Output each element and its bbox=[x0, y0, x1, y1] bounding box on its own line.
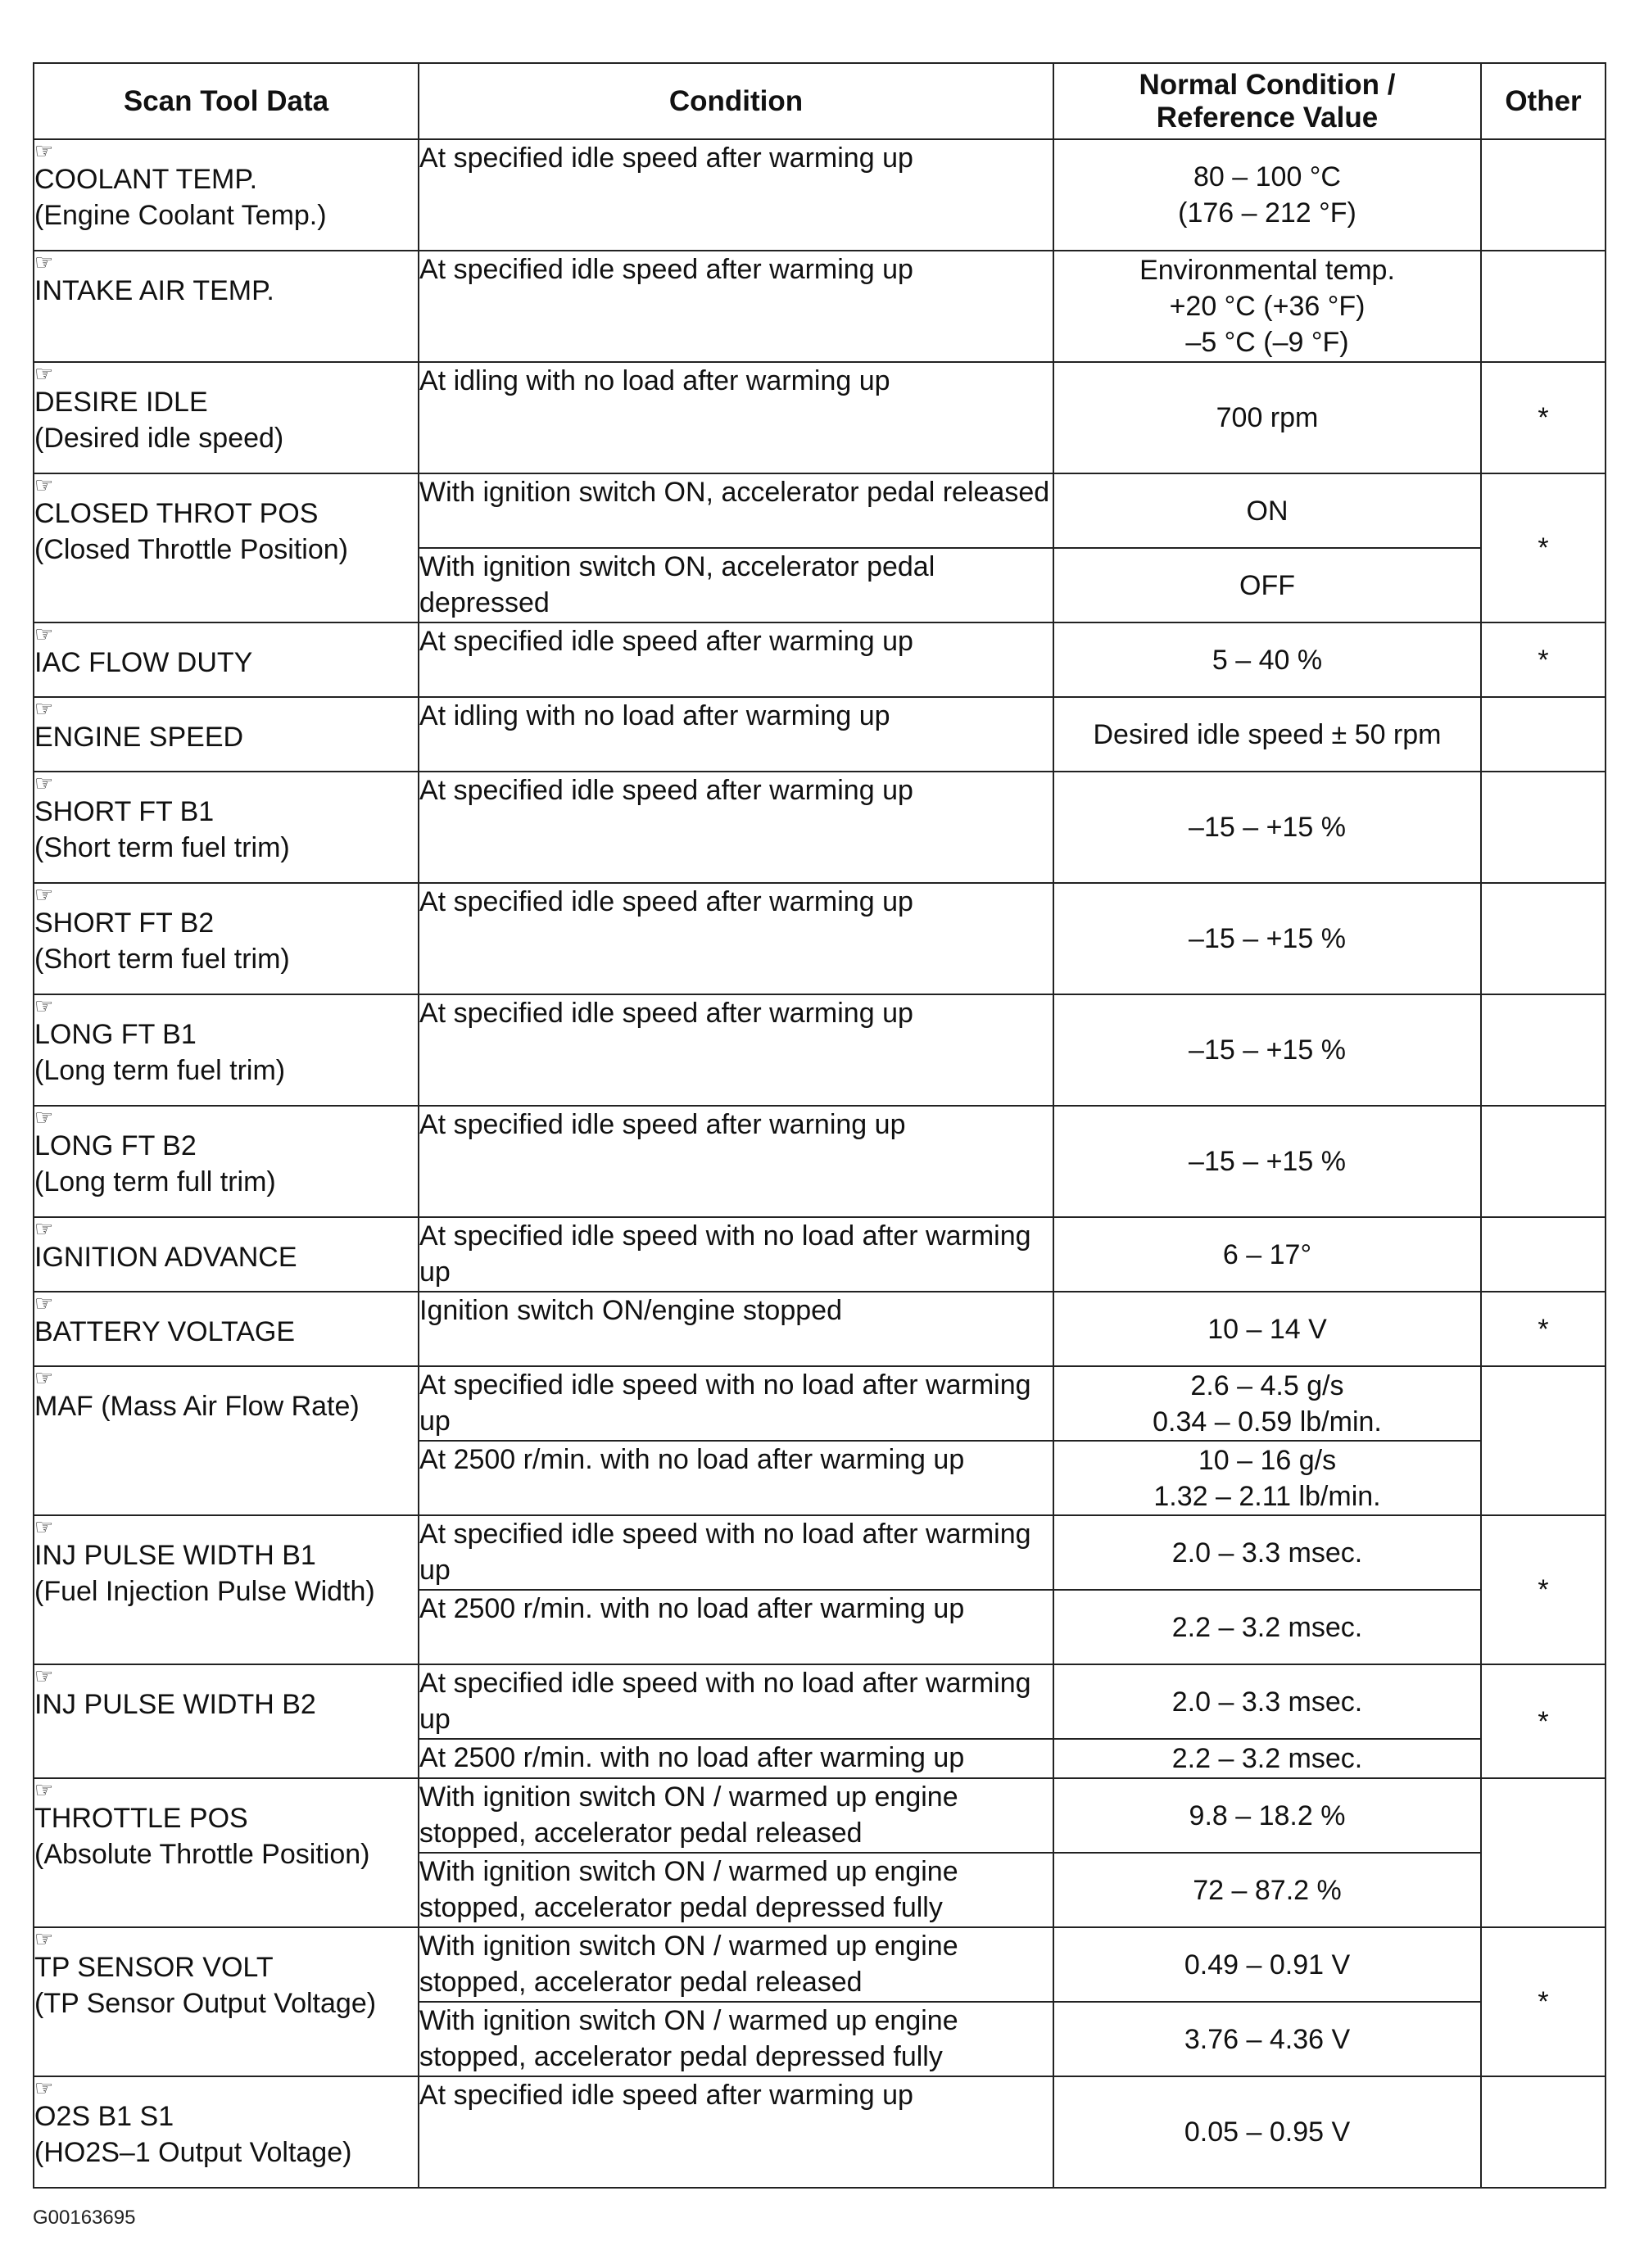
table-row bbox=[34, 1217, 1606, 1292]
other-cell: * bbox=[1481, 473, 1606, 622]
parameter-name: DESIRE IDLE bbox=[34, 387, 208, 418]
other-cell bbox=[1481, 994, 1606, 1106]
condition-cell: At specified idle speed after warming up bbox=[419, 883, 1053, 994]
condition-cell: At specified idle speed after warming up bbox=[419, 772, 1053, 883]
parameter-name: LONG FT B1 bbox=[34, 1019, 197, 1050]
reference-value-line: 700 rpm bbox=[1216, 402, 1319, 433]
reference-pointer-icon: ☞ bbox=[34, 622, 54, 646]
scan-tool-data-cell bbox=[34, 251, 419, 362]
reference-value-cell bbox=[1053, 548, 1481, 622]
other-cell bbox=[1481, 2076, 1606, 2188]
scan-tool-data-cell bbox=[34, 139, 419, 251]
reference-value-line: 2.0 – 3.3 msec. bbox=[1171, 1686, 1363, 1718]
reference-value-line: 10 – 16 g/s bbox=[1198, 1444, 1337, 1476]
other-cell bbox=[1481, 1217, 1606, 1292]
condition-cell: At specified idle speed with no load after warming up bbox=[419, 1366, 1053, 1441]
table-row bbox=[34, 251, 1606, 362]
parameter-description: (Long term fuel trim) bbox=[34, 1055, 286, 1086]
other-cell: * bbox=[1481, 1664, 1606, 1778]
reference-pointer-icon: ☞ bbox=[34, 2076, 54, 2100]
table-row bbox=[34, 139, 1606, 251]
parameter-description: (Short term fuel trim) bbox=[34, 944, 290, 975]
scan-tool-data-cell bbox=[34, 622, 419, 697]
other-cell bbox=[1481, 772, 1606, 883]
reference-value-cell bbox=[1053, 1590, 1481, 1664]
parameter-name: INTAKE AIR TEMP. bbox=[34, 275, 274, 306]
condition-cell: At 2500 r/min. with no load after warming up bbox=[419, 1441, 1053, 1515]
condition-cell: At specified idle speed after warming up bbox=[419, 622, 1053, 697]
other-cell bbox=[1481, 697, 1606, 772]
reference-value-line: –15 – +15 % bbox=[1189, 923, 1346, 954]
reference-pointer-icon: ☞ bbox=[34, 1926, 54, 1951]
parameter-name: SHORT FT B1 bbox=[34, 796, 215, 827]
reference-value-cell bbox=[1053, 1515, 1481, 1590]
table-row bbox=[34, 1366, 1606, 1441]
parameter-description: (Closed Throttle Position) bbox=[34, 534, 348, 565]
reference-value-line: 5 – 40 % bbox=[1212, 644, 1323, 676]
condition-cell: With ignition switch ON / warmed up engine stopped, accelerator pedal depressed fully bbox=[419, 1853, 1053, 1927]
reference-value-line: 2.2 – 3.2 msec. bbox=[1171, 1743, 1363, 1774]
other-cell bbox=[1481, 139, 1606, 251]
parameter-description: (Short term fuel trim) bbox=[34, 832, 290, 863]
condition-cell: With ignition switch ON, accelerator pedal depressed bbox=[419, 548, 1053, 622]
reference-value-cell bbox=[1053, 1778, 1481, 1853]
parameter-name: ENGINE SPEED bbox=[34, 722, 244, 753]
scan-tool-data-cell bbox=[34, 362, 419, 473]
condition-cell: At idling with no load after warming up bbox=[419, 362, 1053, 473]
scan-tool-data-cell bbox=[34, 697, 419, 772]
reference-pointer-icon: ☞ bbox=[34, 1216, 54, 1241]
condition-cell: At specified idle speed with no load after warming up bbox=[419, 1515, 1053, 1590]
scan-tool-data-cell bbox=[34, 1778, 419, 1927]
figure-id: G00163695 bbox=[33, 2207, 136, 2229]
reference-value-cell bbox=[1053, 1927, 1481, 2002]
reference-value-line: –15 – +15 % bbox=[1189, 812, 1346, 843]
scan-tool-data-cell bbox=[34, 1217, 419, 1292]
reference-value-line: ON bbox=[1246, 495, 1289, 527]
parameter-name: INJ PULSE WIDTH B2 bbox=[34, 1689, 316, 1720]
table-row bbox=[34, 1515, 1606, 1590]
reference-value-line: 1.32 – 2.11 lb/min. bbox=[1153, 1480, 1381, 1512]
table-row bbox=[34, 362, 1606, 473]
reference-value-cell bbox=[1053, 1366, 1481, 1441]
reference-value-cell bbox=[1053, 1739, 1481, 1778]
parameter-name: THROTTLE POS bbox=[34, 1803, 248, 1834]
parameter-name: LONG FT B2 bbox=[34, 1130, 197, 1161]
condition-cell: At 2500 r/min. with no load after warming up bbox=[419, 1590, 1053, 1664]
condition-cell: At specified idle speed with no load after warming up bbox=[419, 1217, 1053, 1292]
reference-value-line: OFF bbox=[1239, 569, 1295, 601]
parameter-description: (Absolute Throttle Position) bbox=[34, 1839, 370, 1870]
table-row bbox=[34, 697, 1606, 772]
condition-cell: At specified idle speed after warming up bbox=[419, 139, 1053, 251]
reference-value-line: 2.2 – 3.2 msec. bbox=[1171, 1611, 1363, 1643]
reference-pointer-icon: ☞ bbox=[34, 473, 54, 497]
reference-value-line: –15 – +15 % bbox=[1189, 1146, 1346, 1177]
condition-cell: At specified idle speed after warming up bbox=[419, 994, 1053, 1106]
reference-pointer-icon: ☞ bbox=[34, 138, 54, 163]
reference-value-line: +20 °C (+36 °F) bbox=[1169, 291, 1366, 322]
header-other: Other bbox=[1481, 63, 1606, 139]
reference-value-line: 80 – 100 °C bbox=[1193, 161, 1341, 192]
parameter-description: (TP Sensor Output Voltage) bbox=[34, 1988, 377, 2019]
reference-value-line: 0.49 – 0.91 V bbox=[1184, 1949, 1351, 1981]
reference-value-line: 0.05 – 0.95 V bbox=[1184, 2116, 1351, 2148]
reference-pointer-icon: ☞ bbox=[34, 696, 54, 721]
parameter-name: CLOSED THROT POS bbox=[34, 498, 319, 529]
reference-value-cell bbox=[1053, 1292, 1481, 1366]
reference-value-line: Desired idle speed ± 50 rpm bbox=[1093, 718, 1442, 750]
parameter-description: (Desired idle speed) bbox=[34, 423, 284, 454]
reference-value-cell bbox=[1053, 622, 1481, 697]
condition-cell: At idling with no load after warming up bbox=[419, 697, 1053, 772]
parameter-name: TP SENSOR VOLT bbox=[34, 1952, 274, 1983]
scan-tool-data-cell bbox=[34, 1515, 419, 1664]
reference-value-cell bbox=[1053, 697, 1481, 772]
reference-value-line: 6 – 17° bbox=[1222, 1238, 1312, 1270]
parameter-description: (Engine Coolant Temp.) bbox=[34, 200, 327, 231]
parameter-name: INJ PULSE WIDTH B1 bbox=[34, 1540, 316, 1571]
reference-value-line: –15 – +15 % bbox=[1189, 1034, 1346, 1066]
reference-value-cell bbox=[1053, 251, 1481, 362]
condition-cell: At specified idle speed after warning up bbox=[419, 1106, 1053, 1217]
parameter-name: BATTERY VOLTAGE bbox=[34, 1316, 296, 1347]
reference-pointer-icon: ☞ bbox=[34, 1777, 54, 1802]
table-row bbox=[34, 1778, 1606, 1853]
table-row bbox=[34, 1292, 1606, 1366]
header-normal-condition: Normal Condition / Reference Value bbox=[1053, 63, 1481, 139]
condition-cell: At 2500 r/min. with no load after warming up bbox=[419, 1739, 1053, 1778]
condition-cell: With ignition switch ON / warmed up engine stopped, accelerator pedal released bbox=[419, 1778, 1053, 1853]
table-row bbox=[34, 772, 1606, 883]
other-cell: * bbox=[1481, 622, 1606, 697]
reference-value-cell bbox=[1053, 994, 1481, 1106]
scan-tool-data-table bbox=[33, 62, 1606, 2189]
condition-cell: With ignition switch ON / warmed up engine stopped, accelerator pedal released bbox=[419, 1927, 1053, 2002]
table-row bbox=[34, 473, 1606, 548]
parameter-name: IGNITION ADVANCE bbox=[34, 1242, 297, 1273]
other-cell bbox=[1481, 1106, 1606, 1217]
parameter-description: (Fuel Injection Pulse Width) bbox=[34, 1576, 375, 1607]
other-cell bbox=[1481, 251, 1606, 362]
reference-value-cell bbox=[1053, 139, 1481, 251]
reference-value-line: 72 – 87.2 % bbox=[1193, 1874, 1342, 1906]
reference-value-cell bbox=[1053, 362, 1481, 473]
reference-pointer-icon: ☞ bbox=[34, 1365, 54, 1390]
reference-pointer-icon: ☞ bbox=[34, 994, 54, 1018]
reference-pointer-icon: ☞ bbox=[34, 882, 54, 907]
reference-value-cell bbox=[1053, 2076, 1481, 2188]
scan-tool-data-cell bbox=[34, 1292, 419, 1366]
reference-value-cell bbox=[1053, 772, 1481, 883]
other-cell: * bbox=[1481, 362, 1606, 473]
scan-tool-data-cell bbox=[34, 994, 419, 1106]
scan-tool-data-cell bbox=[34, 1366, 419, 1515]
condition-cell: With ignition switch ON, accelerator pedal released bbox=[419, 473, 1053, 548]
scan-tool-data-cell bbox=[34, 883, 419, 994]
table-row bbox=[34, 1927, 1606, 2002]
other-cell bbox=[1481, 1366, 1606, 1515]
parameter-description: (HO2S–1 Output Voltage) bbox=[34, 2137, 352, 2168]
reference-pointer-icon: ☞ bbox=[34, 771, 54, 795]
reference-value-cell bbox=[1053, 1853, 1481, 1927]
reference-value-line: 3.76 – 4.36 V bbox=[1184, 2023, 1351, 2055]
header-scan-tool-data: Scan Tool Data bbox=[34, 63, 419, 139]
table-row bbox=[34, 2076, 1606, 2188]
other-cell bbox=[1481, 1778, 1606, 1927]
reference-value-line: Environmental temp. bbox=[1139, 255, 1395, 286]
parameter-name: SHORT FT B2 bbox=[34, 908, 215, 939]
scan-tool-data-cell bbox=[34, 473, 419, 622]
parameter-name: COOLANT TEMP. bbox=[34, 164, 258, 195]
scan-tool-data-cell bbox=[34, 772, 419, 883]
reference-pointer-icon: ☞ bbox=[34, 361, 54, 386]
condition-cell: At specified idle speed after warming up bbox=[419, 2076, 1053, 2188]
scan-tool-data-cell bbox=[34, 1106, 419, 1217]
other-cell: * bbox=[1481, 1515, 1606, 1664]
reference-value-cell bbox=[1053, 1217, 1481, 1292]
header-row bbox=[34, 63, 1606, 139]
parameter-name: IAC FLOW DUTY bbox=[34, 647, 253, 678]
other-cell bbox=[1481, 883, 1606, 994]
reference-value-line: 2.6 – 4.5 g/s bbox=[1190, 1369, 1344, 1401]
table-row bbox=[34, 1664, 1606, 1739]
reference-value-cell bbox=[1053, 1664, 1481, 1739]
reference-pointer-icon: ☞ bbox=[34, 250, 54, 274]
condition-cell: At specified idle speed after warming up bbox=[419, 251, 1053, 362]
reference-pointer-icon: ☞ bbox=[34, 1514, 54, 1539]
reference-pointer-icon: ☞ bbox=[34, 1664, 54, 1688]
reference-value-line: –5 °C (–9 °F) bbox=[1185, 327, 1349, 358]
reference-value-cell bbox=[1053, 1106, 1481, 1217]
condition-cell: Ignition switch ON/engine stopped bbox=[419, 1292, 1053, 1366]
reference-value-line: 2.0 – 3.3 msec. bbox=[1171, 1537, 1363, 1569]
table-body bbox=[34, 139, 1606, 2188]
scan-tool-data-cell bbox=[34, 2076, 419, 2188]
table-row bbox=[34, 622, 1606, 697]
parameter-name: O2S B1 S1 bbox=[34, 2101, 174, 2132]
reference-pointer-icon: ☞ bbox=[34, 1105, 54, 1129]
other-cell: * bbox=[1481, 1292, 1606, 1366]
scan-tool-data-cell bbox=[34, 1927, 419, 2076]
reference-value-cell bbox=[1053, 473, 1481, 548]
reference-value-line: 10 – 14 V bbox=[1207, 1313, 1327, 1345]
other-cell: * bbox=[1481, 1927, 1606, 2076]
reference-pointer-icon: ☞ bbox=[34, 1291, 54, 1315]
reference-value-line: 9.8 – 18.2 % bbox=[1189, 1799, 1346, 1831]
reference-value-cell bbox=[1053, 883, 1481, 994]
reference-value-line: 0.34 – 0.59 lb/min. bbox=[1153, 1406, 1382, 1437]
table-row bbox=[34, 883, 1606, 994]
reference-value-line: (176 – 212 °F) bbox=[1178, 197, 1356, 229]
table-row bbox=[34, 994, 1606, 1106]
reference-value-cell bbox=[1053, 1441, 1481, 1515]
reference-value-cell bbox=[1053, 2002, 1481, 2076]
table-row bbox=[34, 1106, 1606, 1217]
condition-cell: With ignition switch ON / warmed up engine stopped, accelerator pedal depressed fully bbox=[419, 2002, 1053, 2076]
header-condition: Condition bbox=[419, 63, 1053, 139]
scan-tool-data-cell bbox=[34, 1664, 419, 1778]
parameter-description: (Long term full trim) bbox=[34, 1166, 276, 1197]
parameter-name: MAF (Mass Air Flow Rate) bbox=[34, 1391, 360, 1422]
condition-cell: At specified idle speed with no load after warming up bbox=[419, 1664, 1053, 1739]
